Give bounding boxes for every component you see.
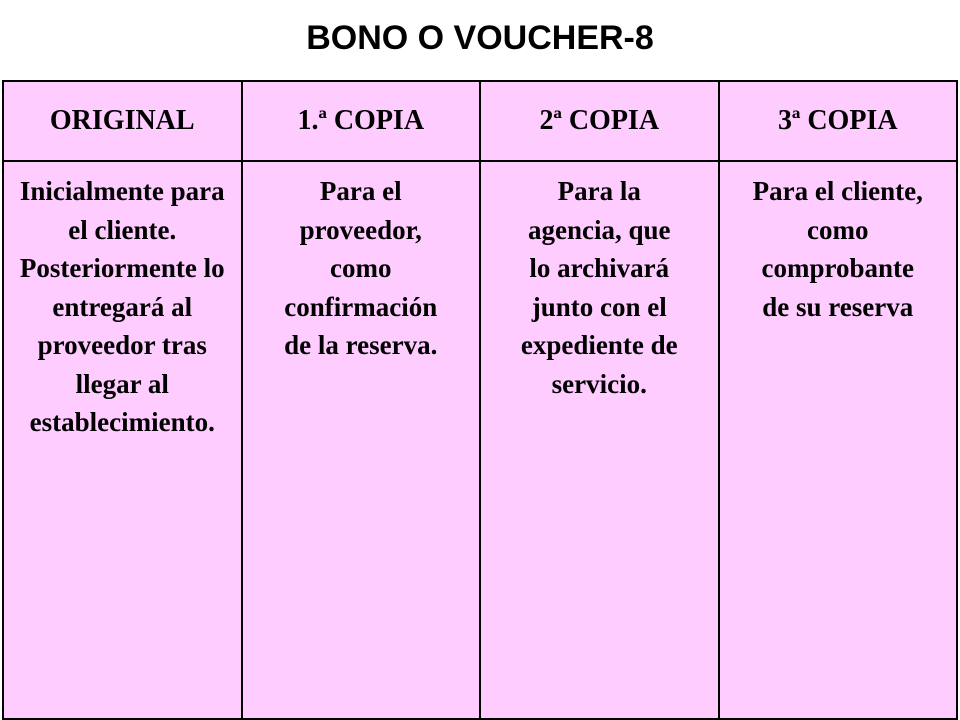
voucher-copies-table (2, 80, 958, 720)
original-purpose-text: Inicialmente para el cliente. Posteriormente lo entregará al proveedor tras llegar al establecimiento. (19, 176, 225, 437)
second-copy-purpose-text: Para la agencia, que lo archivará junto con el expediente de servicio. (520, 176, 678, 399)
first-copy-purpose-text: Para el proveedor, como confirmación de la reserva. (284, 176, 438, 360)
header-first-copy: 1.ª COPIA (242, 81, 481, 161)
cell-second-copy-purpose (480, 161, 719, 719)
header-original: ORIGINAL (3, 81, 242, 161)
slide-title: BONO O VOUCHER-8 (306, 19, 654, 57)
third-copy-purpose-text: Para el cliente, como comprobante de su reserva (752, 176, 923, 322)
table-header-row (3, 81, 957, 161)
cell-first-copy-purpose (242, 161, 481, 719)
cell-original-purpose (3, 161, 242, 719)
cell-third-copy-purpose (719, 161, 958, 719)
table-row (3, 161, 957, 719)
header-second-copy: 2ª COPIA (480, 81, 719, 161)
header-third-copy: 3ª COPIA (719, 81, 958, 161)
